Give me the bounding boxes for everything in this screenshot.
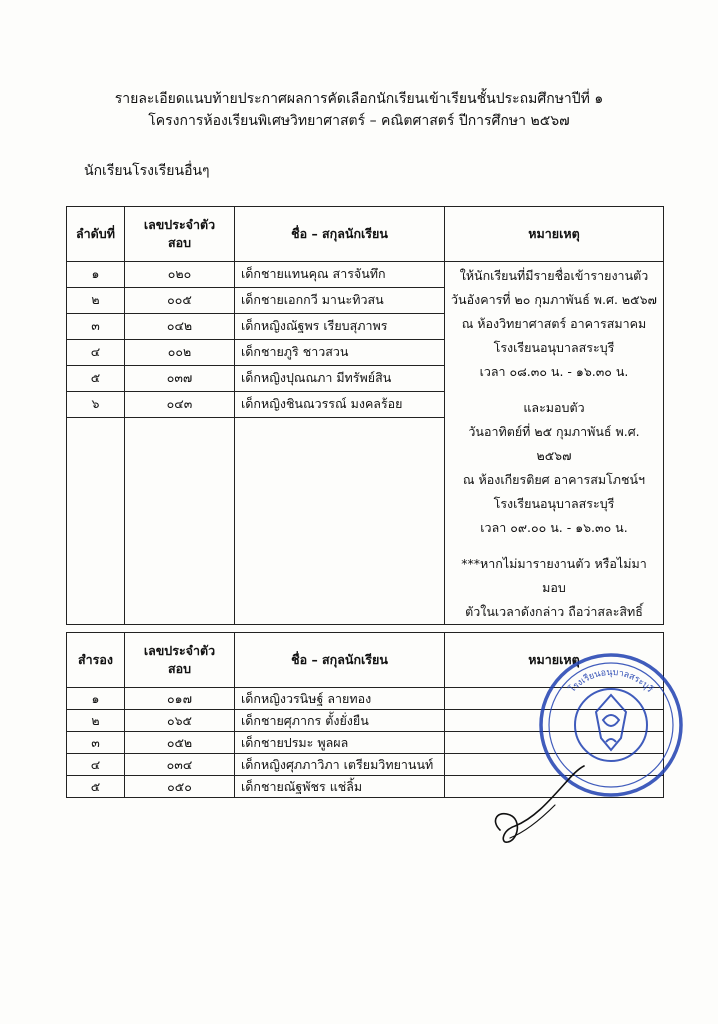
empty-cell (235, 417, 445, 624)
row-exam-id: ๐๔๒ (125, 313, 235, 339)
row-exam-id: ๐๑๗ (125, 688, 235, 710)
row-name: เด็กหญิงชินณวรรณ์ มงคลร้อย (235, 391, 445, 417)
header-reserve-no: สำรอง (67, 633, 125, 688)
row-no: ๔ (67, 339, 125, 365)
remark-cell (445, 262, 664, 625)
remark-line: วันอังคารที่ ๒๐ กุมภาพันธ์ พ.ศ. ๒๕๖๗ (451, 292, 657, 307)
row-no: ๔ (67, 754, 125, 776)
remark-line: ให้นักเรียนที่มีรายชื่อเข้ารายงานตัว (459, 268, 649, 283)
row-no: ๓ (67, 732, 125, 754)
row-no: ๒ (67, 287, 125, 313)
remark-line: ***หากไม่มารายงานตัว หรือไม่มามอบ (461, 556, 647, 595)
header-exam-id (125, 633, 235, 688)
row-no: ๒ (67, 710, 125, 732)
row-name: เด็กหญิงวรนิษฐ์ ลายทอง (235, 688, 445, 710)
header-exam-id-line1: เลขประจำตัว (143, 217, 216, 232)
remark-line: ณ ห้องวิทยาศาสตร์ อาคารสมาคม (461, 316, 647, 331)
row-name: เด็กชายปรมะ พูลผล (235, 732, 445, 754)
row-exam-id: ๐๒๐ (125, 262, 235, 288)
header-remark: หมายเหตุ (445, 207, 664, 262)
row-name: เด็กหญิงศุภภาวิภา เตรียมวิทยานนท์ (235, 754, 445, 776)
row-exam-id: ๐๕๒ (125, 732, 235, 754)
table-header-row (67, 207, 664, 262)
header-name: ชื่อ – สกุลนักเรียน (235, 633, 445, 688)
table-row (67, 262, 664, 288)
row-exam-id: ๐๐๕ (125, 287, 235, 313)
header-exam-id (125, 207, 235, 262)
row-name: เด็กชายเอกกวี มานะทิวสน (235, 287, 445, 313)
remark-line: ณ ห้องเกียรติยศ อาคารสมโภชน์ฯ (462, 472, 646, 487)
row-exam-id: ๐๖๕ (125, 710, 235, 732)
header-line-1: รายละเอียดแนบท้ายประกาศผลการคัดเลือกนักเรียนเข้าเรียนชั้นประถมศึกษาปีที่ ๑ (114, 91, 604, 107)
row-exam-id: ๐๐๒ (125, 339, 235, 365)
row-exam-id: ๐๔๓ (125, 391, 235, 417)
header-exam-id-line2: สอบ (167, 661, 192, 676)
row-no: ๑ (67, 688, 125, 710)
row-exam-id: ๐๓๔ (125, 754, 235, 776)
row-name: เด็กหญิงณัฐพร เรียบสุภาพร (235, 313, 445, 339)
header-exam-id-line1: เลขประจำตัว (143, 643, 216, 658)
header-remark: หมายเหตุ (445, 633, 664, 688)
handwritten-signature (480, 760, 590, 850)
header-name: ชื่อ – สกุลนักเรียน (235, 207, 445, 262)
row-no: ๖ (67, 391, 125, 417)
header-exam-id-line2: สอบ (167, 235, 192, 250)
selected-students-table (66, 206, 664, 625)
remark-line: โรงเรียนอนุบาลสระบุรี (493, 340, 615, 355)
stamp-text: โรงเรียนอนุบาลสระบุรี (567, 667, 655, 695)
row-exam-id: ๐๓๗ (125, 365, 235, 391)
row-name: เด็กหญิงปุณณภา มีทรัพย์สิน (235, 365, 445, 391)
row-name: เด็กชายภูริ ชาวสวน (235, 339, 445, 365)
row-exam-id: ๐๕๐ (125, 776, 235, 798)
remark-line: โรงเรียนอนุบาลสระบุรี (493, 496, 615, 511)
row-name: เด็กชายณัฐพัชร แช่ลิ้ม (235, 776, 445, 798)
stamp-emblem (596, 695, 626, 750)
empty-cell (125, 417, 235, 624)
row-no: ๑ (67, 262, 125, 288)
row-name: เด็กชายศุภากร ตั้งยั่งยืน (235, 710, 445, 732)
empty-cell (67, 417, 125, 624)
row-name: เด็กชายแทนคุณ สารจันทึก (235, 262, 445, 288)
row-no: ๕ (67, 365, 125, 391)
remark-line: ตัวในเวลาดังกล่าว ถือว่าสละสิทธิ์ (465, 604, 643, 619)
section-label: นักเรียนโรงเรียนอื่นๆ (84, 163, 210, 179)
row-no: ๕ (67, 776, 125, 798)
header-line-2: โครงการห้องเรียนพิเศษวิทยาศาสตร์ – คณิตศาสตร์ ปีการศึกษา ๒๕๖๗ (148, 113, 570, 129)
document-header (0, 88, 718, 132)
remark-line: วันอาทิตย์ที่ ๒๕ กุมภาพันธ์ พ.ศ. ๒๕๖๗ (468, 424, 640, 463)
remark-line: และมอบตัว (523, 400, 585, 415)
remark-line: เวลา ๐๘.๓๐ น. - ๑๖.๓๐ น. (479, 364, 629, 379)
row-no: ๓ (67, 313, 125, 339)
remark-line: เวลา ๐๙.๐๐ น. - ๑๖.๓๐ น. (480, 520, 628, 535)
header-no: ลำดับที่ (67, 207, 125, 262)
